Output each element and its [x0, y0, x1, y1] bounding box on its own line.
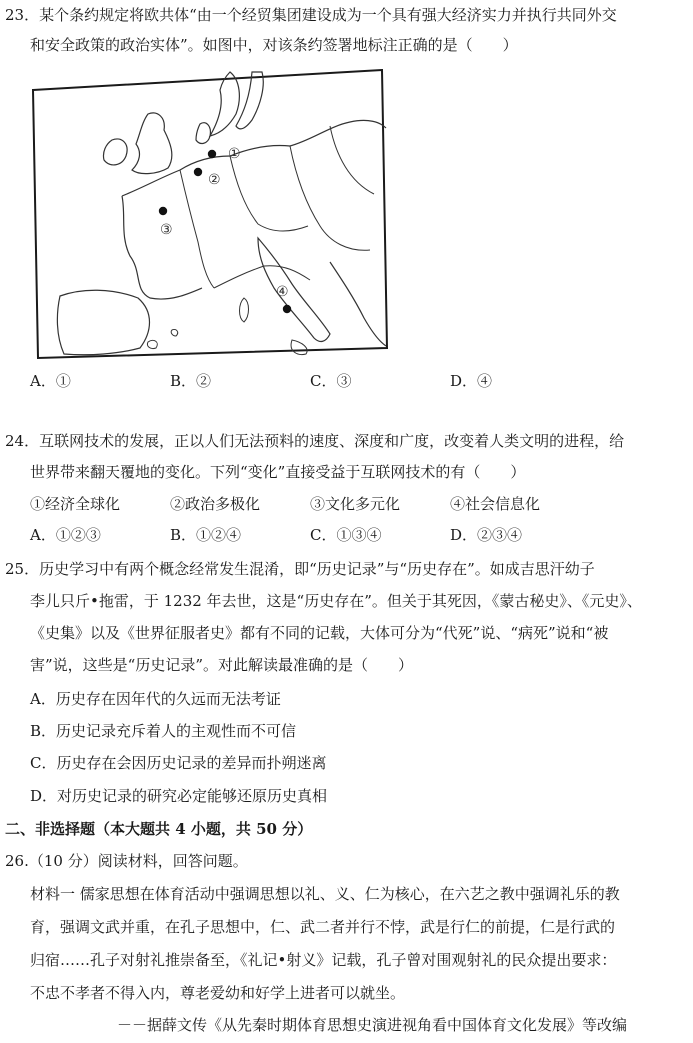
- q26-material-1-line-1: 材料一 儒家思想在体育活动中强调思想以礼、义、仁为核心，在六艺之教中强调礼乐的教: [30, 885, 620, 903]
- q26-source: －－据薛文传《从先秦时期体育思想史演进视角看中国体育文化发展》等改编: [117, 1016, 628, 1034]
- map-label-4: ④: [276, 284, 289, 300]
- q25-line-1: 25．历史学习中有两个概念经常发生混淆，即“历史记录”与“历史存在”。如成吉思汗幼子: [5, 560, 595, 578]
- q24-item-2: ②政治多极化: [170, 495, 261, 513]
- map-label-1: ①: [228, 146, 241, 162]
- q24-line-2: 世界带来翻天覆地的变化。下列“变化”直接受益于互联网技术的有（ ）: [30, 463, 526, 481]
- q23-options: [30, 370, 630, 392]
- q25-option-d: D．对历史记录的研究必定能够还原历史真相: [30, 787, 328, 805]
- q24-option-d: D．②③④: [450, 526, 523, 544]
- q26-intro: 26.（10 分）阅读材料，回答问题。: [5, 852, 248, 870]
- q23-line-2: 和安全政策的政治实体”。如图中，对该条约签署地标注正确的是（ ）: [30, 36, 518, 54]
- q25-line-2: 李儿只斤•拖雷，于 1232 年去世，这是“历史存在”。但关于其死因，《蒙古秘史》、《元史》、: [30, 592, 642, 610]
- q26-material-1-line-2: 育，强调文武并重，在孔子思想中，仁、武二者并行不悖，武是行仁的前提，仁是行武的: [30, 918, 616, 936]
- q26-material-1-line-4: 不忠不孝者不得入内，尊老爱幼和好学上进者可以就坐。: [30, 984, 406, 1002]
- q24-options: [30, 524, 630, 546]
- q25-option-b: B．历史记录充斥着人的主观性而不可信: [30, 722, 297, 740]
- q24-option-c: C．①③④: [310, 526, 382, 544]
- q24-items: [30, 493, 630, 515]
- q23-option-d: D．④: [450, 372, 493, 390]
- q23-option-a: A．①: [30, 372, 71, 390]
- q23-option-b: B．②: [170, 372, 212, 390]
- q25-line-3: 《史集》以及《世界征服者史》都有不同的记载，大体可分为“代死”说、“病死”说和“被: [30, 624, 609, 642]
- q25-option-c: C．历史存在会因历史记录的差异而扑朔迷离: [30, 754, 327, 772]
- q26-material-1-line-3: 归宿……孔子对射礼推崇备至，《礼记•射义》记载，孔子曾对围观射礼的民众提出要求：: [30, 951, 617, 969]
- map-label-2: ②: [208, 172, 221, 188]
- q24-option-b: B．①②④: [170, 526, 242, 544]
- q25-line-4: 害”说，这些是“历史记录”。对此解读最准确的是（ ）: [30, 656, 414, 674]
- q23-line-1: 23．某个条约规定将欧共体“由一个经贸集团建设成为一个具有强大经济实力并执行共同外交: [5, 6, 617, 24]
- q24-item-3: ③文化多元化: [310, 495, 401, 513]
- q25-option-a: A．历史存在因年代的久远而无法考证: [30, 690, 281, 708]
- q24-item-1: ①经济全球化: [30, 495, 121, 513]
- q24-line-1: 24．互联网技术的发展，正以人们无法预料的速度、深度和广度，改变着人类文明的进程，给: [5, 432, 625, 450]
- q24-option-a: A．①②③: [30, 526, 101, 544]
- section-2-heading: 二、非选择题（本大题共 4 小题，共 50 分）: [5, 820, 313, 838]
- q23-option-c: C．③: [310, 372, 352, 390]
- europe-map: [30, 66, 390, 361]
- map-label-3: ③: [160, 222, 173, 238]
- q24-item-4: ④社会信息化: [450, 495, 541, 513]
